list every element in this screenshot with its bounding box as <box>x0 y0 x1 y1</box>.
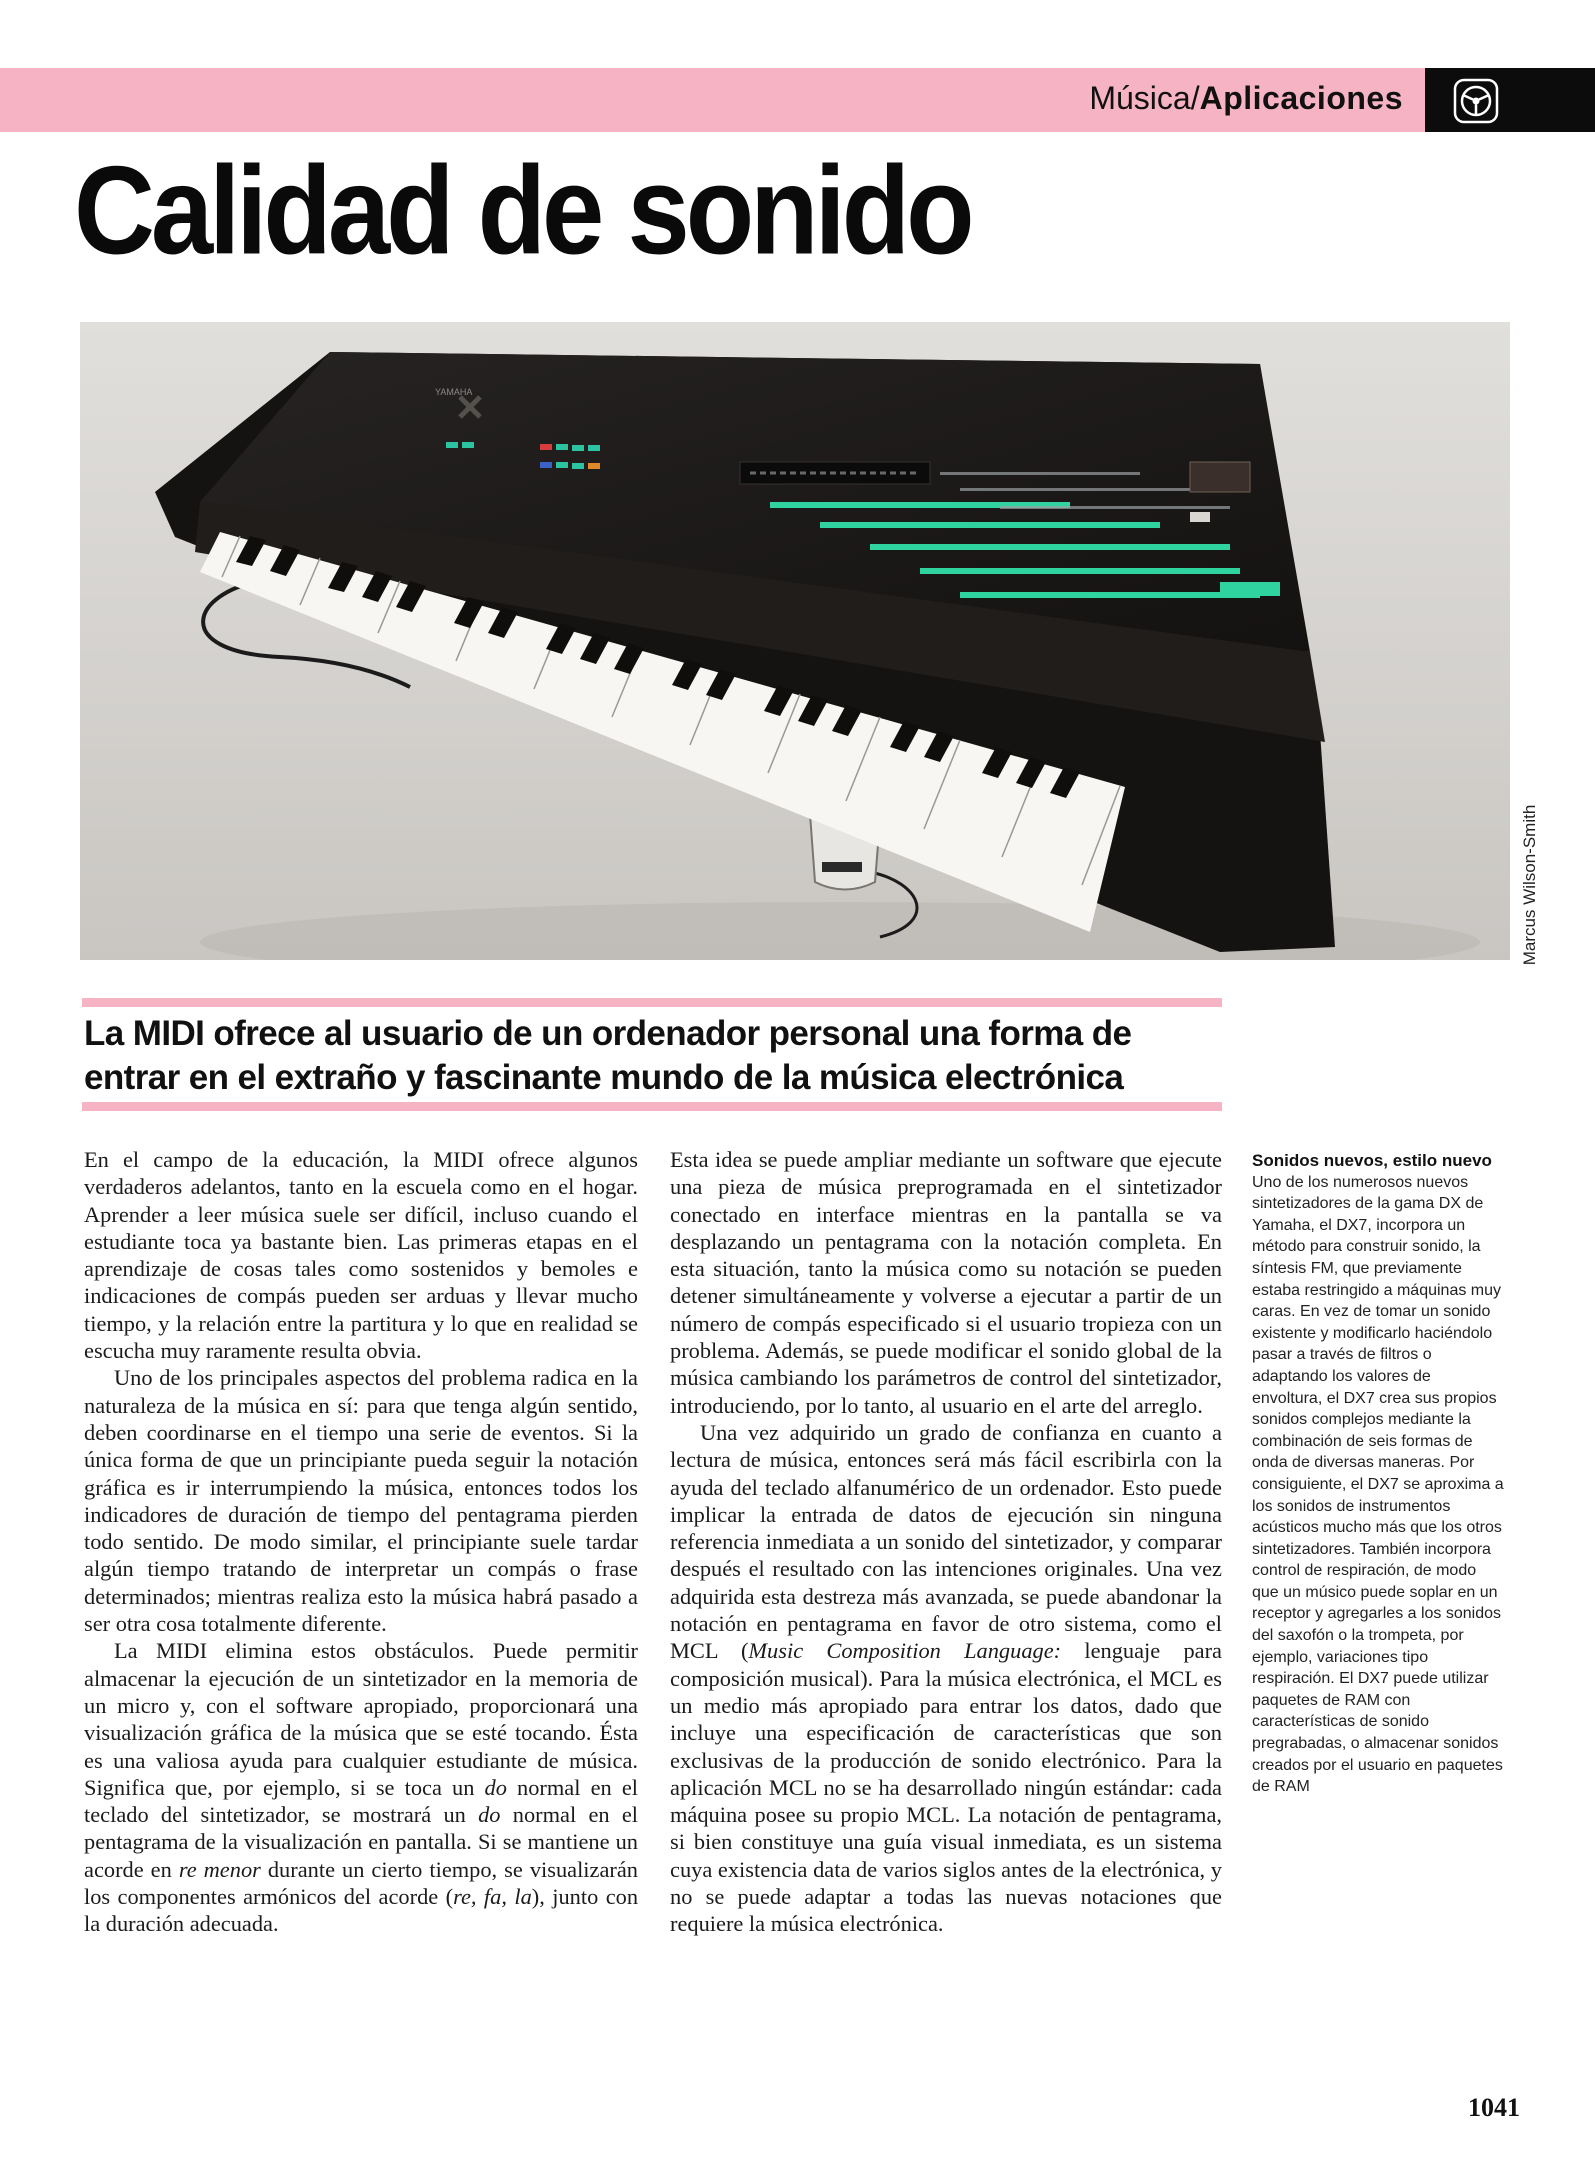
sidebar-caption <box>1252 1150 1504 1798</box>
body-paragraph <box>84 1364 638 1637</box>
paragraph-text: Esta idea se puede ampliar mediante un software que ejecute una pieza de música preprogramada en el sintetizador conectado en interface mientras en la pantalla se va desplazando un pentagrama con la notación completa. En esta situación, tanto la música como su notación se pueden detener simultáneamente y volverse a ejecutar a partir de un número de compás especificado si el usuario tropieza con un problema. Además, se puede modificar el sonido global de la música cambiando los parámetros de control del sintetizador, introduciendo, por lo tanto, al usuario en el arte del arreglo. <box>670 1147 1222 1418</box>
sidebar-title: Sonidos nuevos, estilo nuevo <box>1252 1151 1492 1170</box>
subtitle-bottom-rule <box>82 1102 1222 1111</box>
paragraph-text: normal en el pentagrama de la visualización en pantalla. Si se mantiene un acorde en <box>84 1802 638 1882</box>
text-column-1 <box>84 1146 638 1938</box>
subtitle-top-rule <box>82 998 1222 1007</box>
subtitle: La MIDI ofrece al usuario de un ordenador personal una forma de entrar en el extraño y fascinante mundo de la música electrónica <box>84 1014 1132 1097</box>
paragraph-text: normal en el teclado del sintetizador, se mostrará un <box>84 1774 638 1828</box>
italic-term: re menor <box>178 1856 261 1882</box>
italic-term: do <box>484 1774 507 1800</box>
section-label <box>1089 80 1403 117</box>
body-paragraph <box>670 1146 1222 1419</box>
synthesizer-photo <box>80 322 1510 960</box>
italic-term: do <box>478 1802 501 1828</box>
italic-term: re, fa, la <box>453 1884 532 1910</box>
section-header-band <box>0 68 1425 132</box>
photo-credit <box>1510 800 1550 970</box>
body-paragraph <box>84 1146 638 1364</box>
italic-term: Music Composition Language: <box>748 1638 1062 1664</box>
paragraph-text: En el campo de la educación, la MIDI ofrece algunos verdaderos adelantos, tanto en la escuela como en el hogar. Aprender a leer música suele ser difícil, incluso cuando el estudiante toca ya bastante bien. Las primeras etapas en el aprendizaje de cosas tales como sostenidos y bemoles e indicaciones de compás pueden ser arduas y llevar mucho tiempo, y la relación entre la partitura y lo que en realidad se escucha muy raramente resulta obvia. <box>84 1147 638 1364</box>
photo-credit-text: Marcus Wilson-Smith <box>1520 804 1539 966</box>
page-title: Calidad de sonido <box>74 140 971 281</box>
section-name: Música/ <box>1089 80 1200 116</box>
synth-brand-label: YAMAHA <box>435 387 473 397</box>
body-paragraph <box>84 1637 638 1937</box>
paragraph-text: Uno de los principales aspectos del problema radica en la naturaleza de la música en sí: para que tenga algún sentido, deben coordinarse en el tiempo una serie de eventos. Si la única forma de que un principiante pueda seguir la notación gráfica es ir interrumpiendo la música, entonces todos los indicadores de duración de tiempo del pentagrama pierden todo sentido. De modo similar, el principiante suele tardar algún tiempo tratando de interpretar un compás o frase determinados; mientras realiza esto la música habrá pasado a ser otra cosa totalmente diferente. <box>84 1365 638 1637</box>
subsection-name: Aplicaciones <box>1199 80 1403 116</box>
page-number: 1041 <box>1468 2093 1520 2122</box>
paragraph-text: lenguaje para composición musical). Para la música electrónica, el MCL es un medio más apropiado para entrar los datos, dado que incluye una especificación de características que son exclusivas de la producción de sonido electrónico. Para la aplicación MCL no se ha desarrollado ningún estándar: cada máquina posee su propio MCL. La notación de pentagrama, si bien constituye una guía visual inmediata, es un sistema cuya existencia data de varios siglos antes de la electrónica, y no se puede adaptar a todas las nuevas notaciones que requiere la música electrónica. <box>670 1638 1222 1937</box>
sidebar-body: Uno de los numerosos nuevos sintetizadores de la gama DX de Yamaha, el DX7, incorpora un método para construir sonido, la síntesis FM, que previamente estaba restringido a máquinas muy caras. En vez de tomar un sonido existente y modificarlo haciéndolo pasar a través de filtros o adaptando los valores de envoltura, el DX7 crea sus propios sonidos complejos mediante la combinación de seis formas de onda de diversas maneras. Por consiguiente, el DX7 se aproxima a los sonidos de instrumentos acústicos mucho más que los otros sintetizadores. También incorpora control de respiración, de modo que un músico puede soplar en un receptor y agregarles a los sonidos del saxofón o la trompeta, por ejemplo, variaciones tipo respiración. El DX7 puede utilizar paquetes de RAM con características de sonido pregrabadas, o almacenar sonidos creados por el usuario en paquetes de RAM <box>1252 1173 1504 1796</box>
body-paragraph <box>670 1419 1222 1938</box>
steering-wheel-icon <box>1453 78 1499 124</box>
paragraph-text: La MIDI elimina estos obstáculos. Puede permitir almacenar la ejecución de un sintetizador en la memoria de un micro y, con el software apropiado, proporcionará una visualización gráfica de la música que se esté tocando. Ésta es una valiosa ayuda para cualquier estudiante de música. Significa que, por ejemplo, si se toca un <box>84 1638 638 1800</box>
section-logo-box <box>1425 68 1595 132</box>
text-column-2 <box>670 1146 1222 1938</box>
paragraph-text: ), junto con la duración adecuada. <box>84 1884 639 1937</box>
paragraph-text: Una vez adquirido un grado de confianza en cuanto a lectura de música, entonces será más fácil escribirla con la ayuda del teclado alfanumérico de un ordenador. Esto puede implicar la entrada de datos de ejecución sin ninguna referencia inmediata a un sonido del sintetizador, y comparar después el resultado con las intenciones originales. Una vez adquirida esta destreza más avanzada, se puede abandonar la notación en pentagrama en favor de otro sistema, como el MCL ( <box>670 1419 1222 1664</box>
paragraph-text: durante un cierto tiempo, se visualizarán los componentes armónicos del acorde ( <box>84 1856 638 1910</box>
